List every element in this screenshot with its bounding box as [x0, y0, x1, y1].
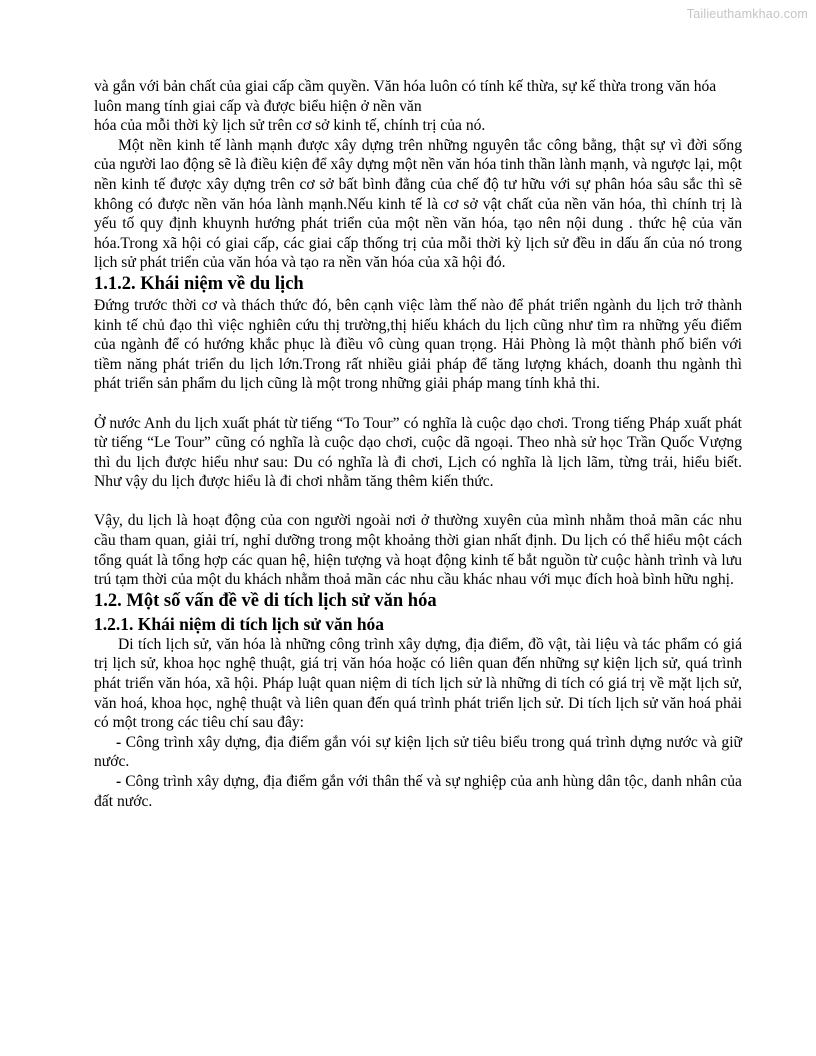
paragraph-culture-class-line1: và gắn với bản chất của giai cấp cầm quyền. Văn hóa luôn có tính kế thừa, sự kế thừa trong văn hóa luôn mang tính giai cấp và được biểu hiện ở nền văn: [94, 78, 717, 115]
bullet-dash: -: [116, 773, 122, 790]
watermark-text: Tailieuthamkhao.com: [686, 7, 808, 21]
heading-1-1-2: 1.1.2. Khái niệm về du lịch: [94, 273, 304, 294]
paragraph-tourism-opportunity: Đứng trước thời cơ và thách thức đó, bên cạnh việc làm thế nào để phát triển ngành du lịch trở thành kinh tế chủ đạo thì việc nghiên cứu thị trường,thị hiếu khách du lịch cũng như tìm ra những yếu điểm của ngành để có hướng khắc phục là điều vô cùng quan trọng. Hải Phòng là một thành phố biển với tiềm năng phát triển du lịch lớn.Trong rất nhiều giải pháp để tăng lượng khách, doanh thu ngành thì phát triển sản phẩm du lịch cũng là một trong những giải pháp mang tính khả thi.: [94, 296, 742, 393]
paragraph-economy-culture: Một nền kinh tế lành mạnh được xây dựng trên những nguyên tắc công bằng, thật sự vì đời sống của người lao động sẽ là điều kiện để xây dựng một nền văn hóa tinh thần lành mạnh, và ngược lại, một nền kinh tế được xây dựng trên cơ sở bất bình đẳng của chế độ tư hữu với sự phân hóa sâu sắc thì sẽ không có được nền văn hóa lành mạnh.Nếu kinh tế là cơ sở vật chất của nền văn hóa, thì chính trị là yếu tố quy định khuynh hướng phát triển của một nền văn hóa, tạo nên nội dung . thức hệ của văn hóa.Trong xã hội có giai cấp, các giai cấp thống trị của mỗi thời kỳ lịch sử đều in dấu ấn của nó trong lịch sử phát triển của văn hóa và tạo ra nền văn hóa của xã hội đó.: [94, 136, 742, 272]
paragraph-tourism-definition: Vậy, du lịch là hoạt động của con người ngoài nơi ở thường xuyên của mình nhằm thoả mãn các nhu cầu tham quan, giải trí, nghỉ dưỡng trong một khoảng thời gian nhất định. Du lịch có thể hiểu một cách tổng quát là tổng hợp các quan hệ, hiện tượng và hoạt động kinh tế bắt nguồn từ cuộc hành trình và lưu trú tạm thời của một du khách nhằm thoả mãn các nhu cầu khác nhau với mục đích hoà bình hữu nghị.: [94, 512, 742, 589]
bullet-item-1: [94, 733, 742, 772]
heading-1-2: 1.2. Một số vấn đề về di tích lịch sử văn hóa: [94, 590, 437, 611]
document-page: [94, 77, 742, 811]
paragraph-tourism-etymology: Ở nước Anh du lịch xuất phát từ tiếng “To Tour” có nghĩa là cuộc dạo chơi. Trong tiếng Pháp xuất phát từ tiếng “Le Tour” cũng có nghĩa là cuộc dạo chơi, cuộc dã ngoại. Theo nhà sử học Trần Quốc Vượng thì du lịch được hiểu như sau: Du có nghĩa là đi chơi, Lịch có nghĩa là lịch lãm, từng trải, hiểu biết. Như vậy du lịch được hiểu là đi chơi nhằm tăng thêm kiến thức.: [94, 414, 742, 491]
paragraph-culture-class-line2: hóa của mỗi thời kỳ lịch sử trên cơ sở kinh tế, chính trị của nó.: [94, 117, 486, 135]
bullet-text-2: Công trình xây dựng, địa điểm gắn với thân thế và sự nghiệp của anh hùng dân tộc, danh nhân của đất nước.: [94, 773, 742, 810]
paragraph-historic-relic-definition: Di tích lịch sử, văn hóa là những công trình xây dựng, địa điểm, đồ vật, tài liệu và tác phẩm có giá trị lịch sử, khoa học nghệ thuật, giá trị văn hóa hoặc có liên quan đến những sự kiện lịch sử, quá trình phát triển văn hóa, xã hội. Pháp luật quan niệm di tích lịch sử là những di tích có giá trị về mặt lịch sử, văn hoá, khoa học, nghệ thuật và liên quan đến quá trình phát triển lịch sử. Di tích lịch sử văn hoá phải có một trong các tiêu chí sau đây:: [94, 635, 742, 732]
heading-1-2-1: 1.2.1. Khái niệm di tích lịch sử văn hóa: [94, 613, 385, 634]
bullet-text-1: Công trình xây dựng, địa điểm gắn vói sự kiện lịch sử tiêu biểu trong quá trình dựng nước và giữ nước.: [94, 733, 742, 771]
bullet-dash: -: [116, 733, 122, 751]
bullet-item-2: [94, 772, 742, 811]
